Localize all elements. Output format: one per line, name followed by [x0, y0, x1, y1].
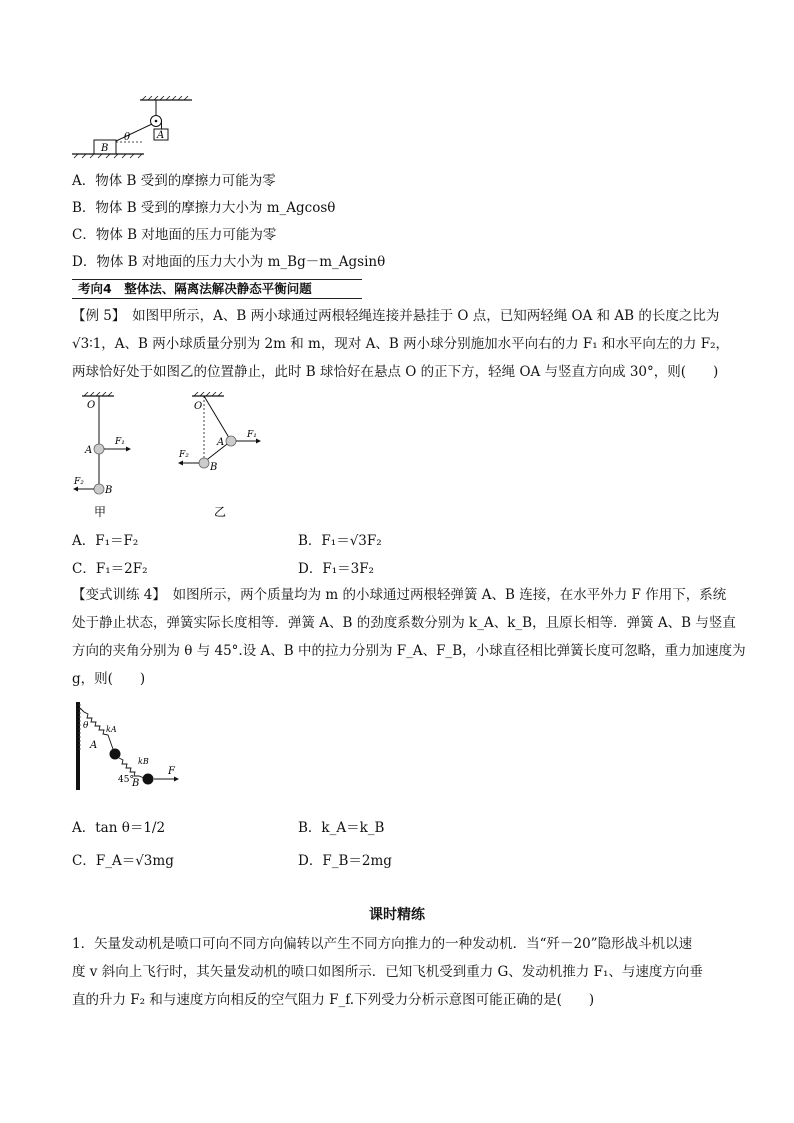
- q-option-b: B．物体 B 受到的摩擦力大小为 m_Agcosθ: [72, 200, 336, 216]
- figure-yi: [170, 392, 270, 520]
- yi-label-f1: F₁: [247, 430, 257, 440]
- yi-label-a: A: [217, 437, 225, 448]
- springs-label-ka: kA: [106, 725, 117, 734]
- ex5-option-d: D．F₁＝3F₂: [298, 561, 374, 577]
- jia-label-b: B: [105, 485, 113, 496]
- springs-label-angle: 45°: [118, 775, 134, 785]
- jia-label-f1: F₁: [115, 437, 125, 447]
- label-b: B: [101, 143, 109, 154]
- jia-label-o: O: [87, 400, 96, 411]
- section-title: 课时精练: [369, 907, 425, 923]
- yi-label-o: O: [194, 401, 203, 412]
- q1-line-1: 1．矢量发动机是喷口可向不同方向偏转以产生不同方向推力的一种发动机．当“歼－20”隐形战斗机以速: [72, 936, 693, 952]
- ex5-option-b: B．F₁＝√3F₂: [298, 533, 382, 549]
- variant4-line-4: g，则( ): [72, 671, 146, 687]
- v4-option-b: B．k_A＝k_B: [298, 820, 385, 836]
- topic-header: [72, 279, 362, 299]
- label-theta: θ: [124, 132, 131, 143]
- springs-label-kb: kB: [138, 757, 149, 766]
- springs-label-a: A: [90, 740, 98, 751]
- ex5-option-a: A．F₁＝F₂: [72, 533, 139, 549]
- caption-jia: 甲: [94, 505, 107, 519]
- q1-line-2: 度 v 斜向上飞行时，其矢量发动机的喷口如图所示．已知飞机受到重力 G、发动机推力 F₁、与速度方向垂: [72, 964, 703, 980]
- caption-yi: 乙: [214, 505, 227, 519]
- ex5-option-c: C．F₁＝2F₂: [72, 561, 148, 577]
- yi-label-f2: F₂: [179, 450, 189, 460]
- figure-springs: [70, 700, 190, 792]
- q1-line-3: 直的升力 F₂ 和与速度方向相反的空气阻力 F_f.下列受力分析示意图可能正确的是( ): [72, 992, 595, 1008]
- jia-label-f2: F₂: [74, 477, 84, 487]
- variant4-line-3: 方向的夹角分别为 θ 与 45°.设 A、B 中的拉力分别为 F_A、F_B，小球直径相比弹簧长度可忽略，重力加速度为: [72, 643, 746, 659]
- q-option-c: C．物体 B 对地面的压力可能为零: [72, 227, 277, 243]
- yi-label-b: B: [210, 462, 218, 473]
- example5-line-1: 【例 5】 如图甲所示，A、B 两小球通过两根轻绳连接并悬挂于 O 点，已知两轻绳 OA 和 AB 的长度之比为: [72, 308, 720, 324]
- springs-label-theta: θ: [83, 721, 89, 731]
- variant4-line-2: 处于静止状态，弹簧实际长度相等．弹簧 A、B 的劲度系数分别为 k_A、k_B，且原长相等．弹簧 A、B 与竖直: [72, 615, 736, 631]
- example5-line-2: √3∶1，A、B 两小球质量分别为 2m 和 m，现对 A、B 两小球分别施加水平向右的力 F₁ 和水平向左的力 F₂，: [72, 336, 730, 352]
- q-option-a: A．物体 B 受到的摩擦力可能为零: [72, 173, 276, 189]
- v4-option-a: A．tan θ＝1/2: [72, 820, 166, 836]
- variant4-line-1: 【变式训练 4】 如图所示，两个质量均为 m 的小球通过两根轻弹簧 A、B 连接，在水平外力 F 作用下，系统: [72, 587, 727, 603]
- jia-label-a: A: [85, 445, 93, 456]
- topic-header-text: 考向4 整体法、隔离法解决静态平衡问题: [78, 281, 312, 296]
- springs-label-b: B: [132, 778, 140, 789]
- figure-block-pulley: [70, 96, 210, 160]
- q-option-d: D．物体 B 对地面的压力大小为 m_Bg－m_Agsinθ: [72, 254, 386, 270]
- v4-option-d: D．F_B＝2mg: [298, 853, 392, 869]
- example5-line-3: 两球恰好处于如图乙的位置静止，此时 B 球恰好在悬点 O 的正下方，轻绳 OA 与竖直方向成 30°，则( ): [72, 364, 719, 380]
- label-a: A: [157, 130, 165, 141]
- figure-jia: [70, 392, 140, 520]
- springs-label-f: F: [168, 766, 175, 777]
- v4-option-c: C．F_A＝√3mg: [72, 853, 174, 869]
